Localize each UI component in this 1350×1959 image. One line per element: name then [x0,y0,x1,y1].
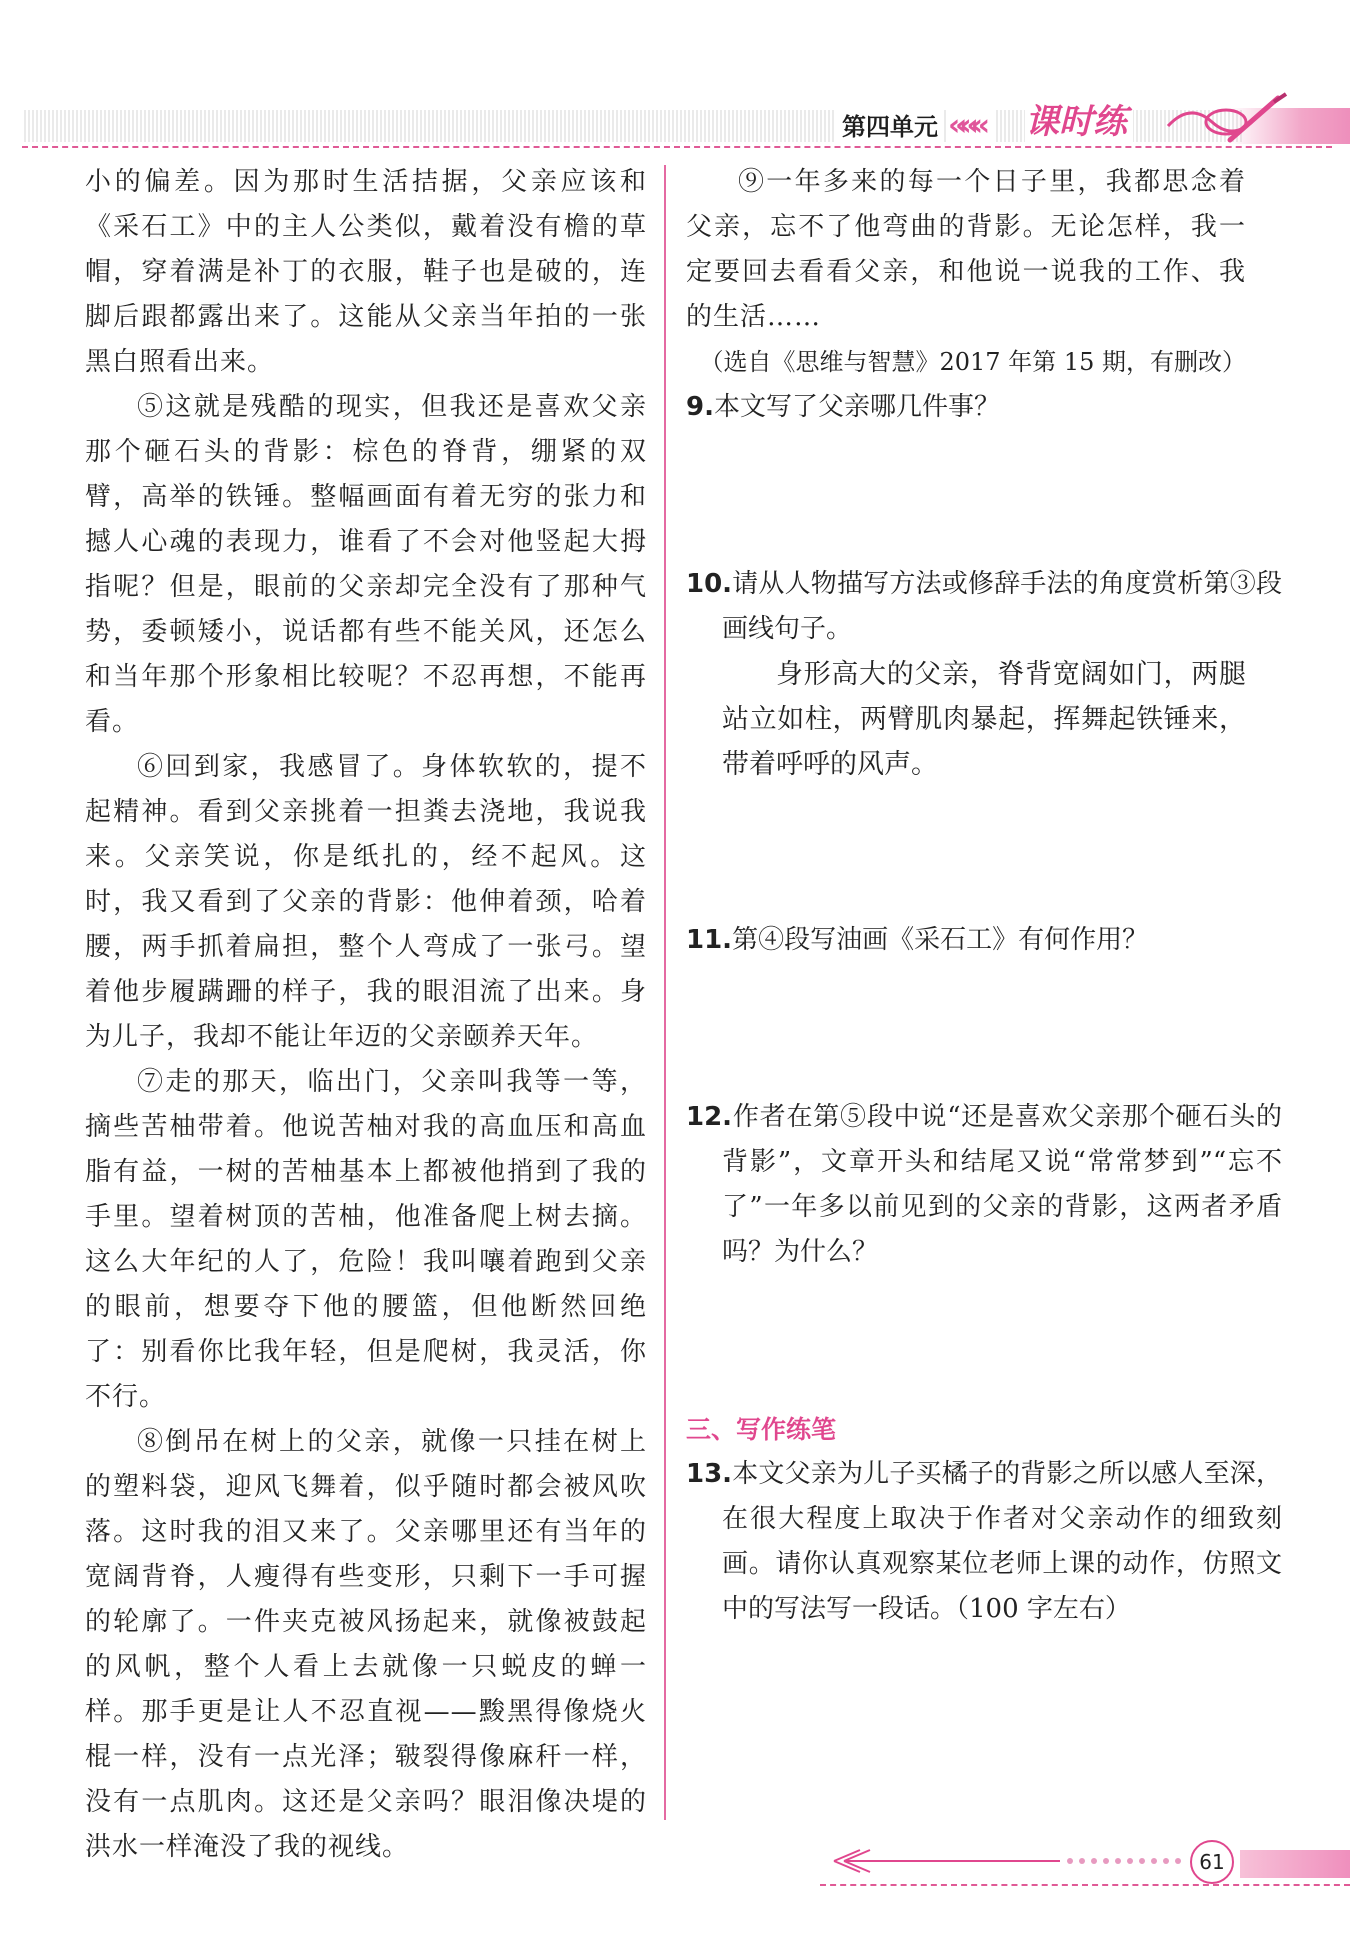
page-number: 61 [1190,1840,1234,1884]
right-column-passage [686,160,1246,340]
footer-arrow-icon [820,1846,1190,1876]
question-text: 本文写了父亲哪几件事？ [713,392,1000,422]
footer-divider [820,1884,1350,1886]
question-number: 12. [686,1102,733,1132]
question-text: 本文父亲为儿子买橘子的背影之所以感人至深，在很大程度上取决于作者对父亲动作的细致刻画。请你认真观察某位老师上课的动作，仿照文中的写法写一段话。（100 字左右） [722,1459,1282,1624]
section-heading: 三、写作练笔 [686,1415,837,1444]
left-column [85,160,647,1870]
question-10 [686,562,1282,652]
question-number: 13. [686,1459,733,1489]
question-number: 10. [686,569,733,599]
header-divider [22,146,1332,148]
question-text: 第④段写油画《采石工》有何作用？ [732,925,1149,955]
chevron-left-icon: ««« [948,108,994,144]
question-11 [686,918,1282,963]
paragraph-9: ⑨一年多来的每一个日子里，我都思念着父亲，忘不了他弯曲的背影。无论怎样，我一定要回去看看父亲，和他说一说我的工作、我的生活…… [686,167,1246,332]
pen-swirl-icon [1160,92,1350,150]
question-9 [686,385,1282,430]
question-text: 作者在第⑤段中说“还是喜欢父亲那个砸石头的背影”，文章开头和结尾又说“常常梦到”“忘不了”一年多以前见到的父亲的背影，这两者矛盾吗？为什么？ [722,1102,1282,1267]
paragraph-7: ⑦走的那天，临出门，父亲叫我等一等，摘些苦柚带着。他说苦柚对我的高血压和高血脂有益，一树的苦柚基本上都被他捎到了我的手里。望着树顶的苦柚，他准备爬上树去摘。这么大年纪的人了，危险！我叫嚷着跑到父亲的眼前，想要夺下他的腰篮，但他断然回绝了：别看你比我年轻，但是爬树，我灵活，你不行。 [85,1067,647,1412]
paragraph-8: ⑧倒吊在树上的父亲，就像一只挂在树上的塑料袋，迎风飞舞着，似乎随时都会被风吹落。这时我的泪又来了。父亲哪里还有当年的宽阔背脊，人瘦得有些变形，只剩下一手可握的轮廓了。一件夹克被风扬起来，就像被鼓起的风帆，整个人看上去就像一只蜕皮的蝉一样。那手更是让人不忍直视——黢黑得像烧火棍一样，没有一点光泽；皲裂得像麻秆一样，没有一点肌肉。这还是父亲吗？眼泪像决堤的洪水一样淹没了我的视线。 [85,1427,647,1862]
paragraph-4-continued: 小的偏差。因为那时生活拮据，父亲应该和《采石工》中的主人公类似，戴着没有檐的草帽，穿着满是补丁的衣服，鞋子也是破的，连脚后跟都露出来了。这能从父亲当年拍的一张黑白照看出来。 [85,167,647,377]
question-number: 9. [686,392,714,422]
question-text: 请从人物描写方法或修辞手法的角度赏析第③段画线句子。 [722,569,1282,644]
paragraph-5: ⑤这就是残酷的现实，但我还是喜欢父亲那个砸石头的背影：棕色的脊背，绷紧的双臂，高举的铁锤。整幅画面有着无穷的张力和撼人心魂的表现力，谁看了不会对他竖起大拇指呢？但是，眼前的父亲却完全没有了那种气势，委顿矮小，说话都有些不能关风，还怎么和当年那个形象相比较呢？不忍再想，不能再看。 [85,392,647,737]
question-number: 11. [686,925,733,955]
question-13 [686,1452,1282,1632]
paragraph-6: ⑥回到家，我感冒了。身体软软的，提不起精神。看到父亲挑着一担粪去浇地，我说我来。父亲笑说，你是纸扎的，经不起风。这时，我又看到了父亲的背影：他伸着颈，哈着腰，两手抓着扁担，整个人弯成了一张弓。望着他步履蹒跚的样子，我的眼泪流了出来。身为儿子，我却不能让年迈的父亲颐养天年。 [85,752,647,1052]
question-12 [686,1095,1282,1275]
brand-title: 课时练 [1025,100,1133,144]
unit-label: 第四单元 [834,110,944,144]
column-divider [664,165,666,1820]
underlined-quote: 身形高大的父亲，脊背宽阔如门，两腿站立如柱，两臂肌肉暴起，挥舞起铁锤来，带着呼呼的风声。 [722,659,1246,780]
footer-pink-bar [1240,1850,1350,1878]
source-citation: （选自《思维与智慧》2017 年第 15 期，有删改） [699,348,1246,376]
